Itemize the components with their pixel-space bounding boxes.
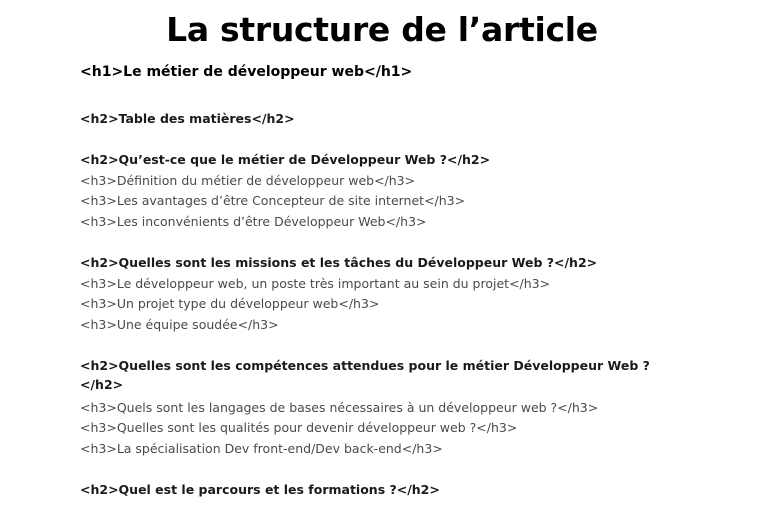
page-title: La structure de l’article: [166, 10, 598, 49]
outline-toc-h2: <h2>Table des matières</h2>: [80, 111, 295, 126]
section3-h3: <h3>Quels sont les langages de bases nécessaires à un développeur web ?</h3>: [80, 400, 599, 415]
section2-h3: <h3>Une équipe soudée</h3>: [80, 317, 279, 332]
section1-h3: <h3>Définition du métier de développeur web</h3>: [80, 173, 416, 188]
section3-h3: <h3>La spécialisation Dev front-end/Dev back-end</h3>: [80, 441, 443, 456]
section2-h3: <h3>Le développeur web, un poste très important au sein du projet</h3>: [80, 276, 551, 291]
section2-h3: <h3>Un projet type du développeur web</h3>: [80, 296, 380, 311]
outline-h1: <h1>Le métier de développeur web</h1>: [80, 64, 413, 80]
section2-h2: <h2>Quelles sont les missions et les tâches du Développeur Web ?</h2>: [80, 255, 598, 270]
section1-h3: <h3>Les inconvénients d’être Développeur Web</h3>: [80, 214, 427, 229]
section3-h3: <h3>Quelles sont les qualités pour devenir développeur web ?</h3>: [80, 420, 518, 435]
section1-h3: <h3>Les avantages d’être Concepteur de site internet</h3>: [80, 193, 466, 208]
section4-h2: <h2>Quel est le parcours et les formations ?</h2>: [80, 482, 440, 497]
section1-h2: <h2>Qu’est-ce que le métier de Développeur Web ?</h2>: [80, 152, 491, 167]
section3-h2: <h2>Quelles sont les compétences attendues pour le métier Développeur Web ?</h2>: [80, 358, 650, 392]
